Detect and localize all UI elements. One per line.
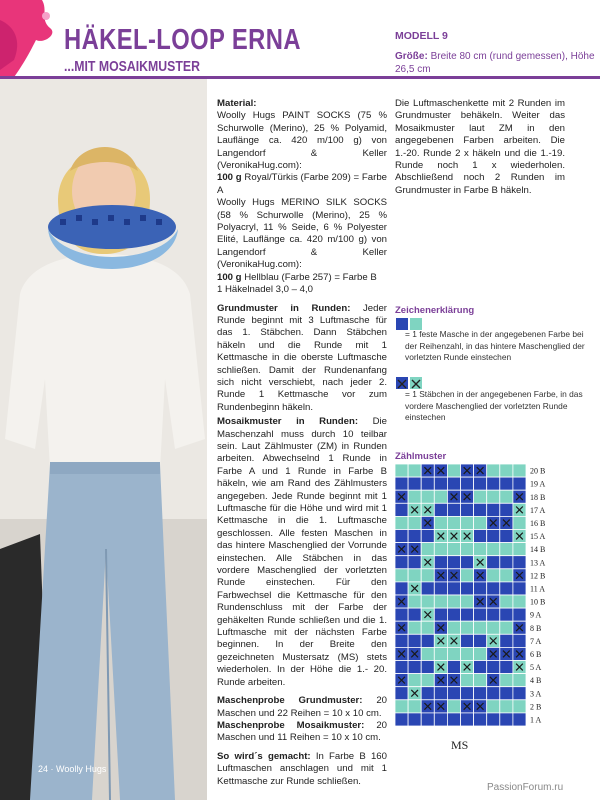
chart-cell: [474, 661, 487, 674]
chart-cell: [421, 595, 434, 608]
row-label: 14 B: [530, 545, 546, 555]
chart-cell: [461, 556, 474, 569]
instructions-column-1: [217, 98, 387, 794]
chart-cell: [408, 490, 421, 503]
chart-cell: [447, 661, 460, 674]
chart-cell: [421, 530, 434, 543]
chart-cell: [513, 477, 526, 490]
chart-cell: [395, 464, 408, 477]
chart-cell: [500, 503, 513, 516]
chart-cell: [395, 634, 408, 647]
chart-cell: [461, 582, 474, 595]
chart-cell: [513, 516, 526, 529]
chart-cell: [500, 464, 513, 477]
chart-cell: [461, 647, 474, 660]
chart-cell: [421, 713, 434, 726]
chart-cell: [487, 608, 500, 621]
chart-cell: [421, 661, 434, 674]
chart-cell: [408, 700, 421, 713]
material-1-qty: 100 g: [217, 172, 242, 184]
chart-cell: [487, 700, 500, 713]
chart-cell: [395, 503, 408, 516]
chart-cell: [447, 503, 460, 516]
chart-cell: [487, 687, 500, 700]
legend-item-2: = 1 Stäbchen in der angegebenen Farbe, in das vordere Maschenglied der vorletzten Runde einstechen: [405, 389, 583, 422]
chart-cell: [487, 582, 500, 595]
row-label: 20 B: [530, 466, 546, 476]
grund-text: Jeder Runde beginnt mit 3 Luftmasche für das 1. Stäbchen. Dann Stäbchen häkeln und die Runde mit 1 Kettmasche in die oberste Luftmasche schließen. Damit der Rundenanfang sich nicht verschiebt, nach jeder 2. Runde 1 Kettmasche vor zum Rundenbeginn häkeln.: [217, 302, 387, 413]
row-label: 7 A: [530, 636, 542, 646]
chart-cell: [434, 647, 447, 660]
chart-cell: [500, 621, 513, 634]
chart-cell: [395, 713, 408, 726]
chart-cell: [487, 503, 500, 516]
chart-cell: [461, 477, 474, 490]
chart-cell: [461, 674, 474, 687]
chart-cell: [434, 543, 447, 556]
maschenprobe-section: [217, 695, 387, 745]
chart-cell: [434, 556, 447, 569]
chart-cell: [513, 700, 526, 713]
chart-cell: [395, 569, 408, 582]
chart-cell: [408, 516, 421, 529]
chart-cell: [461, 569, 474, 582]
chart-cell: [434, 490, 447, 503]
chart-cell: [395, 556, 408, 569]
chart-cell: [487, 661, 500, 674]
made-label: So wird´s gemacht:: [217, 750, 311, 762]
chart-cell: [474, 634, 487, 647]
chart-cell: [513, 556, 526, 569]
chart-cell: [408, 713, 421, 726]
grund-label: Grundmuster in Runden:: [217, 302, 351, 314]
chart-cell: [500, 490, 513, 503]
material-2-qty: 100 g: [217, 271, 242, 283]
chart-cell: [513, 582, 526, 595]
chart-cell: [447, 621, 460, 634]
material-label: Material:: [217, 98, 257, 109]
chart-cell: [447, 700, 460, 713]
chart-cell: [474, 647, 487, 660]
row-label: 5 A: [530, 663, 542, 673]
chart-cell: [408, 464, 421, 477]
chart-cell: [487, 569, 500, 582]
chart-cell: [447, 516, 460, 529]
chart-cell: [500, 569, 513, 582]
chart-cell: [474, 582, 487, 595]
chart-cell: [487, 530, 500, 543]
chart-cell: [408, 661, 421, 674]
chart-cell: [474, 621, 487, 634]
legend-stitch-swatch-b: [410, 377, 422, 389]
row-label: 4 B: [530, 676, 542, 686]
model-label: MODELL 9: [395, 30, 448, 42]
made-section: [217, 751, 387, 788]
chart-cell: [408, 556, 421, 569]
chart-cell: [408, 608, 421, 621]
chart-cell: [395, 530, 408, 543]
row-label: 10 B: [530, 597, 546, 607]
probe2-text: 20 Maschen und 11 Reihen = 10 x 10 cm.: [217, 719, 387, 744]
chart-cell: [500, 595, 513, 608]
row-label: 3 A: [530, 689, 542, 699]
chart-cell: [487, 490, 500, 503]
row-label: 18 B: [530, 492, 546, 502]
chart-cell: [487, 556, 500, 569]
chart-cell: [461, 687, 474, 700]
chart-cell: [487, 464, 500, 477]
chart-cell: [513, 687, 526, 700]
chart-cell: [500, 687, 513, 700]
chart-cell: [408, 634, 421, 647]
chart-cell: [395, 582, 408, 595]
chart-cell: [395, 687, 408, 700]
legend-title: Zeichenerklärung: [395, 305, 475, 316]
size-label: Größe:: [395, 51, 428, 62]
chart-cell: [408, 595, 421, 608]
chart-cell: [513, 595, 526, 608]
chart-cell: [434, 516, 447, 529]
probe1-text: 20 Maschen und 22 Reihen = 10 x 10 cm.: [217, 695, 387, 719]
chart-cell: [500, 582, 513, 595]
chart-cell: [421, 621, 434, 634]
chart-cell: [421, 687, 434, 700]
chart-cell: [395, 516, 408, 529]
chart-cell: [434, 687, 447, 700]
chart-cell: [487, 477, 500, 490]
chart-cell: [513, 543, 526, 556]
chart-cell: [500, 477, 513, 490]
watermark: PassionForum.ru: [487, 782, 564, 793]
chart-cell: [500, 530, 513, 543]
mosaik-text: Die Maschenzahl muss durch 10 teilbar sein. Laut Zählmuster (ZM) in Runden arbeiten. Abwechselnd 1 Runde in Farbe A und 1 Runde in Farbe B häkeln, wie am Rand des Zählmusters angegeben. Jede Runde beginnt mit 1 Luftmasche für die Höhe und wird mit 1 Kettmasche in die 1. Luftmasche geschlossen. Alle festen Maschen in das hintere Maschenglied der Vorrunde einstechen. Alle Stäbchen in das vordere Maschenglied der vorletzten Runde einstechen. Für den Farbwechsel die Kettmasche für den Rundenschluss mit der Farbe der gehäkelten Runde schließen und die 1. Luftmasche mit der nächsten Farbe beginnen. In der Breite den gezeichneten Mustersatz (MS) stets wiederholen. In der Höhe die 1.- 20. Runde arbeiten.: [217, 416, 387, 688]
counting-chart: [393, 462, 568, 732]
chart-cell: [395, 477, 408, 490]
page-number: 24 · Woolly Hugs: [38, 764, 107, 774]
chart-cell: [421, 543, 434, 556]
chart-cell: [500, 543, 513, 556]
chart-cell: [500, 634, 513, 647]
chart-cell: [461, 608, 474, 621]
model-photo: [0, 79, 207, 800]
chart-cell: [447, 608, 460, 621]
chart-cell: [487, 621, 500, 634]
chart-cell: [408, 530, 421, 543]
chart-cell: [500, 700, 513, 713]
chart-cell: [513, 634, 526, 647]
size-text: Breite 80 cm (rund gemessen), Höhe 26,5 cm: [395, 51, 595, 75]
material-1: Woolly Hugs PAINT SOCKS (75 % Schurwolle (Merino), 25 % Polyamid, Lauflänge ca. 420 m/100 g) von Langendorf & Keller (VeronikaHug.com):: [217, 110, 387, 172]
chart-cell: [434, 477, 447, 490]
chart-cell: [447, 647, 460, 660]
chart-cell: [434, 595, 447, 608]
chart-cell: [447, 713, 460, 726]
chart-cell: [421, 647, 434, 660]
col2-text: Die Luftmaschenkette mit 2 Runden im Grundmuster behäkeln. Weiter das Mosaikmuster laut ZM in den angegebenen Farben arbeiten. Die 1.-20. Runde 2 x häkeln und die 1.-19. Runde noch 1 x wiederholen. Abschließend noch 2 Runden im Grundmuster in Farbe B häkeln.: [395, 98, 565, 196]
chart-cell: [474, 490, 487, 503]
chart-cell: [500, 713, 513, 726]
chart-cell: [474, 543, 487, 556]
material-section: [217, 98, 387, 297]
chart-cell: [421, 674, 434, 687]
chart-cell: [461, 713, 474, 726]
page-subtitle: ...MIT MOSAIKMUSTER: [64, 58, 200, 75]
chart-cell: [461, 595, 474, 608]
chart-cell: [421, 569, 434, 582]
chart-cell: [500, 661, 513, 674]
size-info: [395, 50, 595, 76]
material-2: Woolly Hugs MERINO SILK SOCKS (58 % Schurwolle (Merino), 25 % Polyacryl, 11 % Seide, 6 % Polyester Elité, Lauflänge ca. 420 m/100 g) von Langendorf & Keller (VeronikaHug.com):: [217, 197, 387, 271]
pattern-repeat-label: MS: [451, 738, 469, 752]
chart-cell: [461, 634, 474, 647]
chart-cell: [474, 503, 487, 516]
chart-title: Zählmuster: [395, 451, 447, 462]
chart-cell: [408, 674, 421, 687]
chart-cell: [434, 582, 447, 595]
legend-item-1: = 1 feste Masche in der angegebenen Farbe bei der Reihenzahl, in das hintere Maschenglied der vorletzten Runde einstechen: [405, 329, 585, 362]
chart-cell: [461, 543, 474, 556]
row-label: 11 A: [530, 584, 546, 594]
chart-cell: [434, 608, 447, 621]
chart-cell: [461, 621, 474, 634]
chart-cell: [408, 477, 421, 490]
chart-cell: [513, 713, 526, 726]
chart-cell: [421, 490, 434, 503]
instructions-column-2: [395, 98, 565, 203]
chart-cell: [474, 713, 487, 726]
chart-cell: [434, 503, 447, 516]
chart-cell: [447, 582, 460, 595]
chart-cell: [474, 530, 487, 543]
chart-cell: [395, 661, 408, 674]
chart-cell: [513, 608, 526, 621]
chart-cell: [513, 464, 526, 477]
chart-cell: [447, 595, 460, 608]
grundmuster-section: [217, 303, 387, 415]
chart-cell: [461, 516, 474, 529]
chart-cell: [500, 674, 513, 687]
chart-cell: [500, 556, 513, 569]
chart-cell: [500, 608, 513, 621]
legend-stitch-swatch-a: [396, 377, 408, 389]
chart-cell: [421, 634, 434, 647]
chart-cell: [487, 713, 500, 726]
hook: 1 Häkelnadel 3,0 – 4,0: [217, 284, 314, 296]
chart-cell: [447, 477, 460, 490]
chart-cell: [513, 674, 526, 687]
chart-cell: [421, 582, 434, 595]
page-title: HÄKEL-LOOP ERNA: [64, 24, 301, 56]
mosaik-section: [217, 416, 387, 689]
row-label: 2 B: [530, 702, 542, 712]
material-2-color: Hellblau (Farbe 257) = Farbe B: [241, 271, 377, 283]
chart-cell: [474, 516, 487, 529]
chart-cell: [487, 543, 500, 556]
chart-cell: [461, 503, 474, 516]
made-text: In Farbe B 160 Luftmaschen anschlagen und mit 1 Kettmasche zur Runde schließen.: [217, 750, 387, 787]
chart-cell: [474, 687, 487, 700]
chart-cell: [421, 477, 434, 490]
row-label: 9 A: [530, 610, 542, 620]
chart-cell: [474, 608, 487, 621]
row-label: 13 A: [530, 558, 546, 568]
probe2-label: Maschenprobe Mosaikmuster:: [217, 719, 365, 731]
chart-cell: [447, 556, 460, 569]
row-label: 16 B: [530, 519, 546, 528]
probe1-label: Maschenprobe Grundmuster:: [217, 695, 363, 707]
chart-cell: [474, 477, 487, 490]
row-label: 6 B: [530, 650, 542, 659]
mosaik-label: Mosaikmuster in Runden:: [217, 416, 359, 428]
chart-cell: [395, 700, 408, 713]
row-label: 8 B: [530, 623, 542, 633]
row-label: 19 A: [530, 479, 546, 489]
row-label: 12 B: [530, 571, 546, 581]
chart-cell: [408, 621, 421, 634]
material-1-color: Royal/Türkis (Farbe 209) = Farbe A: [217, 172, 387, 196]
chart-cell: [395, 608, 408, 621]
chart-cell: [447, 687, 460, 700]
chart-cell: [408, 569, 421, 582]
chart-cell: [434, 713, 447, 726]
chart-cell: [474, 674, 487, 687]
chart-cell: [447, 543, 460, 556]
row-label: 17 A: [530, 505, 546, 515]
row-label: 15 A: [530, 532, 546, 542]
chart-cell: [447, 464, 460, 477]
row-label: 1 A: [530, 715, 542, 725]
